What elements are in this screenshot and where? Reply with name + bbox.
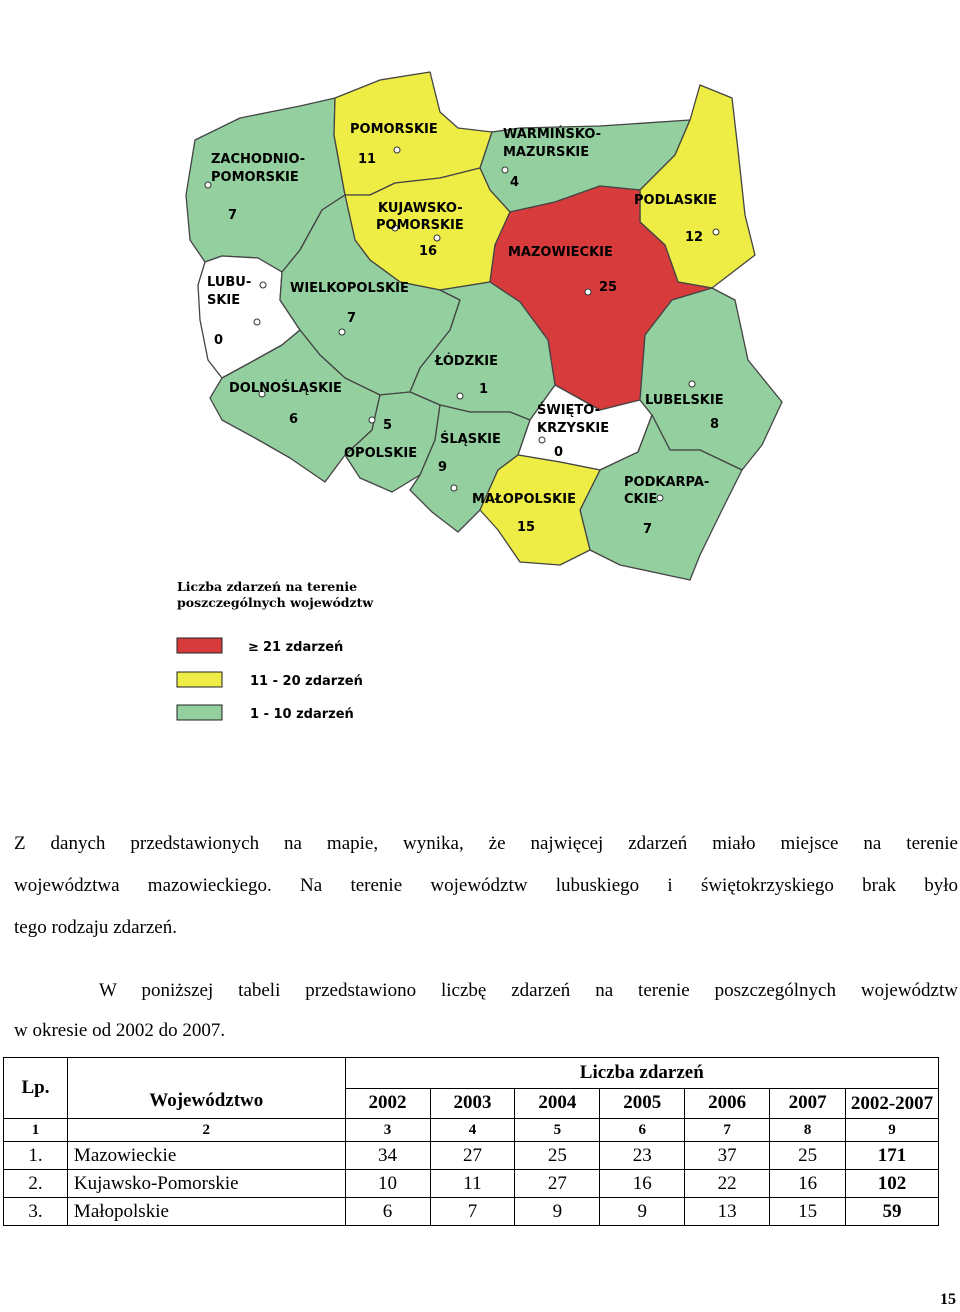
table-row [4,1142,939,1170]
table-row [4,1170,939,1198]
count-opolskie: 5 [383,418,393,433]
label-kujawsko-2: POMORSKIE [376,218,464,233]
legend-swatch-yellow [177,672,222,687]
header-year: 2003 [430,1088,515,1119]
row-value: 37 [685,1142,770,1170]
legend-label-green: 1 - 10 zdarzeń [250,707,354,722]
legend-label-yellow: 11 - 20 zdarzeń [250,674,363,689]
page-number: 15 [940,1291,956,1308]
row-lp: 1. [4,1142,68,1170]
row-value: 16 [600,1170,685,1198]
header-liczba-zdarzen: Liczba zdarzeń [345,1058,938,1089]
row-value: 25 [770,1142,846,1170]
count-lubelskie: 8 [710,417,720,432]
row-value: 23 [600,1142,685,1170]
legend-title-1: Liczba zdarzeń na terenie [177,579,358,594]
legend-label-red: 21 zdarzeń [263,640,344,655]
row-value: 27 [430,1142,515,1170]
legend-swatch-green [177,705,222,720]
label-mazowieckie: MAZOWIECKIE [508,245,613,260]
row-value: 16 [770,1170,846,1198]
row-name: Kujawsko-Pomorskie [67,1170,345,1198]
label-zachodniopomorskie-1: ZACHODNIO- [211,152,306,167]
index-cell: 8 [770,1119,846,1142]
label-kujawsko-1: KUJAWSKO- [378,201,463,216]
row-lp: 2. [4,1170,68,1198]
incidents-table [3,1057,939,1226]
count-lodzkie: 1 [479,382,489,397]
label-malopolskie: MAŁOPOLSKIE [472,492,576,507]
label-lubuskie-2: SKIE [207,293,241,308]
label-pomorskie: POMORSKIE [350,122,438,137]
para1-line3: tego rodzaju zdarzeń. [14,917,177,938]
index-cell: 4 [430,1119,515,1142]
row-value: 6 [345,1198,430,1226]
header-total: 2002-2007 [846,1088,939,1119]
row-lp: 3. [4,1198,68,1226]
label-lubelskie: LUBELSKIE [645,393,724,408]
legend-ge-symbol: ≥ [248,640,259,655]
label-warminsko-1: WARMIŃSKO- [503,127,602,142]
row-total: 171 [846,1142,939,1170]
row-total: 102 [846,1170,939,1198]
index-cell: 7 [685,1119,770,1142]
row-value: 34 [345,1142,430,1170]
count-swietokrzyskie: 0 [554,445,564,460]
count-mazowieckie: 25 [599,280,618,295]
label-podlaskie: PODLASKIE [634,193,717,208]
count-dolnoslaskie: 6 [289,412,299,427]
label-opolskie: OPOLSKIE [344,446,418,461]
label-podkarpackie-2: CKIE [624,492,658,507]
count-pomorskie: 11 [358,152,377,167]
label-podkarpackie-1: PODKARPA- [624,475,710,490]
para2-line1: W poniższej tabeli przedstawiono liczbę zdarzeń na terenie poszczególnych województw [99,980,958,1001]
index-cell: 3 [345,1119,430,1142]
header-year: 2007 [770,1088,846,1119]
count-malopolskie: 15 [517,520,536,535]
label-lubuskie-1: LUBU- [207,275,252,290]
table-row [4,1198,939,1226]
header-year: 2004 [515,1088,600,1119]
row-value: 9 [600,1198,685,1226]
label-swietokrzyskie-1: ŚWIĘTO- [537,403,600,418]
label-lodzkie: ŁÓDZKIE [435,354,498,369]
index-cell: 9 [846,1119,939,1142]
row-value: 27 [515,1170,600,1198]
label-slaskie: ŚLĄSKIE [440,432,501,447]
count-slaskie: 9 [438,460,448,475]
index-cell: 5 [515,1119,600,1142]
index-cell: 6 [600,1119,685,1142]
row-value: 13 [685,1198,770,1226]
row-value: 7 [430,1198,515,1226]
header-wojewodztwo: Województwo [67,1058,345,1119]
row-name: Małopolskie [67,1198,345,1226]
count-kujawsko: 16 [419,244,438,259]
count-zachodniopomorskie: 7 [228,208,238,223]
header-year: 2005 [600,1088,685,1119]
row-value: 9 [515,1198,600,1226]
map-legend [177,579,374,722]
row-value: 11 [430,1170,515,1198]
label-warminsko-2: MAZURSKIE [503,145,590,160]
row-value: 15 [770,1198,846,1226]
legend-title-2: poszczególnych województw [177,595,374,610]
row-name: Mazowieckie [67,1142,345,1170]
label-wielkopolskie: WIELKOPOLSKIE [290,281,409,296]
row-value: 10 [345,1170,430,1198]
row-value: 25 [515,1142,600,1170]
count-podkarpackie: 7 [643,522,653,537]
count-lubuskie: 0 [214,333,224,348]
header-year: 2002 [345,1088,430,1119]
count-warminsko: 4 [510,175,520,190]
para1-line2: województwa mazowieckiego. Na terenie województw lubuskiego i świętokrzyskiego brak było [14,875,958,896]
header-lp: Lp. [4,1058,68,1119]
row-value: 22 [685,1170,770,1198]
para2-line2: w okresie od 2002 do 2007. [14,1020,226,1041]
label-zachodniopomorskie-2: POMORSKIE [211,170,299,185]
para1-line1: Z danych przedstawionych na mapie, wynika, że najwięcej zdarzeń miało miejsce na terenie [14,833,958,854]
legend-swatch-red [177,638,222,653]
index-cell: 1 [4,1119,68,1142]
index-cell: 2 [67,1119,345,1142]
count-wielkopolskie: 7 [347,311,357,326]
count-podlaskie: 12 [685,230,704,245]
label-swietokrzyskie-2: KRZYSKIE [537,421,610,436]
row-total: 59 [846,1198,939,1226]
label-dolnoslaskie: DOLNOŚLĄSKIE [229,381,342,396]
header-year: 2006 [685,1088,770,1119]
